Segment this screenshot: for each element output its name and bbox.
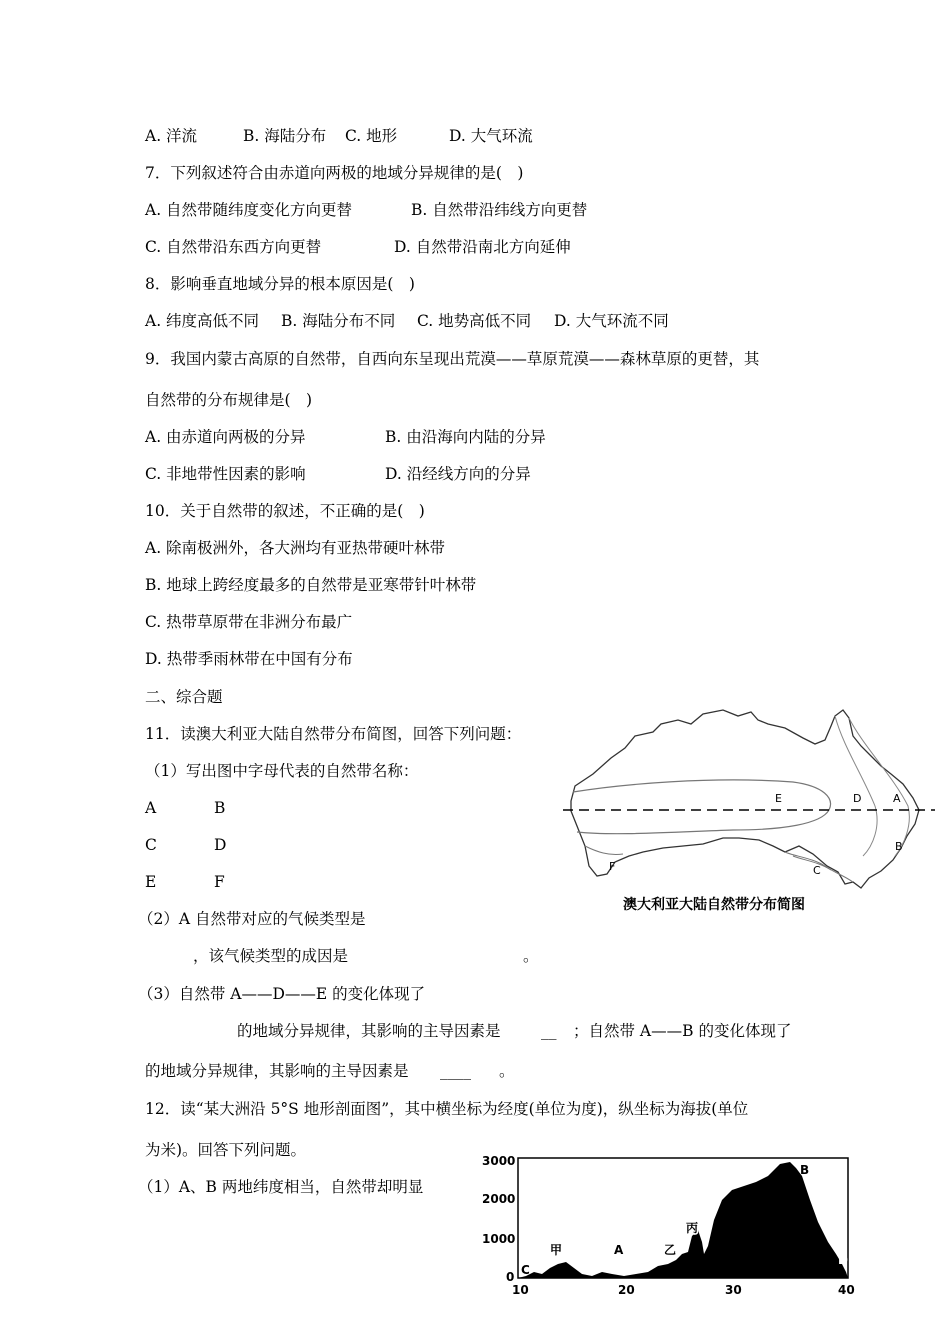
zone-c-inner (793, 856, 831, 870)
profile-label-b: B (800, 1163, 810, 1177)
terrain-profile-figure (478, 1150, 858, 1300)
q11-sub2-end: 。 (523, 947, 539, 965)
q10-option-a: A. 除南极洲外，各大洲均有亚热带硬叶林带 (145, 539, 446, 557)
zone-e-boundary (573, 780, 831, 834)
q11-sub3-end: 。 (499, 1062, 515, 1080)
q9-option-b: B. 由沿海向内陆的分异 (385, 428, 546, 446)
q11-letter-b: B (214, 799, 226, 817)
zone-f-boundary (585, 846, 623, 855)
q10-stem: 10．关于自然带的叙述，不正确的是( ) (145, 502, 425, 520)
x-tick-30: 30 (725, 1283, 742, 1297)
terrain-profile-shape (518, 1162, 848, 1278)
q11-letter-e: E (145, 873, 157, 891)
zone-d-boundary (835, 716, 877, 856)
q7-stem: 7．下列叙述符合由赤道向两极的地域分异规律的是( ) (145, 164, 524, 182)
x-tick-10: 10 (512, 1283, 529, 1297)
q7-option-c: C. 自然带沿东西方向更替 (145, 238, 322, 256)
x-tick-40: 40 (838, 1283, 855, 1297)
q12-stem-line2: 为米)。回答下列问题。 (145, 1141, 307, 1159)
australia-natural-zones-map (563, 706, 935, 916)
y-tick-3000: 3000 (482, 1154, 516, 1168)
australia-coastline (571, 710, 919, 888)
q10-option-d: D. 热带季雨林带在中国有分布 (145, 650, 353, 668)
australia-map-svg (563, 706, 935, 896)
q11-sub1: （1）写出图中字母代表的自然带名称： (145, 762, 419, 780)
q7-option-d: D. 自然带沿南北方向延伸 (394, 238, 571, 256)
q11-sub2-line1: （2）A 自然带对应的气候类型是 (138, 910, 366, 928)
q6-option-d: D. 大气环流 (449, 127, 533, 145)
q9-option-a: A. 由赤道向两极的分异 (145, 428, 306, 446)
q11-sub3-text3: 的地域分异规律，其影响的主导因素是 (145, 1062, 409, 1080)
y-tick-0: 0 (506, 1270, 515, 1284)
q9-option-d: D. 沿经线方向的分异 (385, 465, 531, 483)
q7-option-a: A. 自然带随纬度变化方向更替 (145, 201, 353, 219)
x-tick-20: 20 (618, 1283, 635, 1297)
terrain-profile-svg (478, 1150, 858, 1300)
q11-sub3-line1: （3）自然带 A——D——E 的变化体现了 (138, 985, 426, 1003)
map-label-d: D (853, 792, 862, 805)
q6-option-a: A. 洋流 (145, 127, 198, 145)
q11-sub3-blank1: __ (541, 1022, 557, 1040)
q11-letter-d: D (214, 836, 227, 854)
q11-sub3-text2: ；自然带 A——B 的变化体现了 (573, 1022, 792, 1040)
map-label-c: C (813, 864, 821, 877)
q7-option-b: B. 自然带沿纬线方向更替 (411, 201, 588, 219)
q8-stem: 8．影响垂直地域分异的根本原因是( ) (145, 275, 415, 293)
y-tick-1000: 1000 (482, 1232, 516, 1246)
q11-letter-c: C (145, 836, 157, 854)
q12-stem-line1: 12．读“某大洲沿 5°S 地形剖面图”，其中横坐标为经度(单位为度)，纵坐标为海拔(单位 (145, 1100, 749, 1118)
q9-option-c: C. 非地带性因素的影响 (145, 465, 306, 483)
profile-label-yi: 乙 (664, 1243, 677, 1257)
q11-letter-a: A (145, 799, 157, 817)
q12-sub1: （1）A、B 两地纬度相当，自然带却明显 (138, 1178, 424, 1196)
profile-label-jia: 甲 (550, 1243, 563, 1257)
profile-label-bing: 丙 (686, 1221, 699, 1235)
map-label-b: B (895, 840, 903, 853)
map-label-e: E (775, 792, 782, 805)
q8-option-a: A. 纬度高低不同 (145, 312, 260, 330)
q11-letter-f: F (214, 873, 225, 891)
section-title: 二、综合题 (145, 688, 223, 706)
australia-map-caption: 澳大利亚大陆自然带分布简图 (623, 897, 805, 913)
q11-stem: 11．读澳大利亚大陆自然带分布简图，回答下列问题： (145, 725, 522, 743)
q9-stem-line1: 9．我国内蒙古高原的自然带，自西向东呈现出荒漠——草原荒漠——森林草原的更替，其 (145, 350, 760, 368)
q9-stem-line2: 自然带的分布规律是( ) (145, 391, 313, 409)
profile-label-d: D (838, 1253, 848, 1267)
q6-option-c: C. 地形 (345, 127, 398, 145)
profile-label-a: A (614, 1243, 624, 1257)
q10-option-c: C. 热带草原带在非洲分布最广 (145, 613, 353, 631)
profile-label-c: C (521, 1263, 530, 1277)
q8-option-b: B. 海陆分布不同 (281, 312, 396, 330)
q11-sub3-text1: 的地域分异规律，其影响的主导因素是 (237, 1022, 501, 1040)
y-tick-2000: 2000 (482, 1192, 516, 1206)
q6-option-b: B. 海陆分布 (243, 127, 327, 145)
q11-sub3-blank2: ____ (440, 1062, 471, 1080)
q11-sub2-reason: ，该气候类型的成因是 (193, 947, 349, 965)
q10-option-b: B. 地球上跨经度最多的自然带是亚寒带针叶林带 (145, 576, 477, 594)
map-label-f: F (609, 860, 616, 873)
q8-option-c: C. 地势高低不同 (417, 312, 532, 330)
q8-option-d: D. 大气环流不同 (554, 312, 669, 330)
zone-a-boundary (849, 718, 909, 856)
map-label-a: A (893, 792, 901, 805)
